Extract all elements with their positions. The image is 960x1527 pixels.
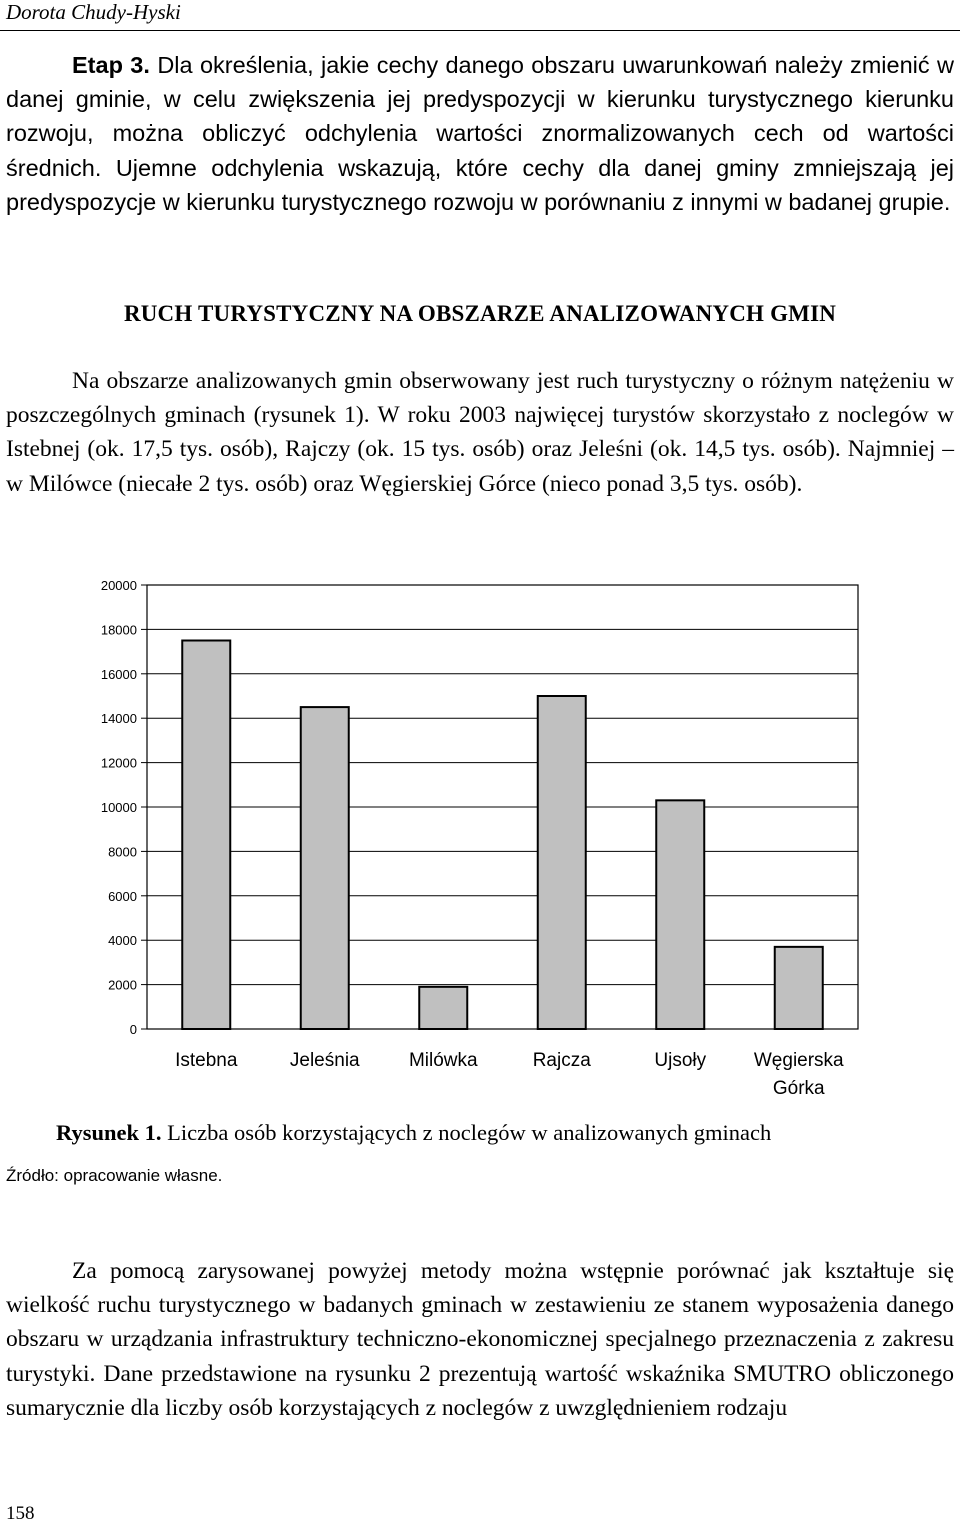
section-paragraph — [6, 364, 954, 501]
y-tick-labels — [101, 578, 137, 1037]
x-tick-label: Węgierska — [753, 1050, 844, 1071]
x-tick-label: Jeleśnia — [289, 1050, 360, 1071]
gridlines — [141, 585, 858, 1029]
bar-3 — [419, 987, 467, 1029]
intro-lead: Etap 3. — [72, 52, 150, 78]
x-tick-labels — [175, 1050, 844, 1099]
bar-6 — [775, 947, 823, 1029]
y-tick-label: 6000 — [108, 888, 137, 904]
y-tick-label: 20000 — [100, 578, 137, 593]
closing-paragraph — [6, 1254, 954, 1425]
figure-label: Rysunek 1. — [56, 1120, 162, 1145]
y-tick-label: 14000 — [100, 711, 137, 727]
bar-1 — [182, 641, 230, 1030]
running-header: Dorota Chudy-Hyski — [6, 0, 181, 24]
x-tick-label: Istebna — [175, 1050, 238, 1071]
header-rule — [0, 30, 960, 31]
bar-2 — [301, 707, 349, 1029]
y-tick-label: 16000 — [100, 666, 137, 682]
y-tick-label: 2000 — [108, 977, 137, 993]
x-tick-label: Milówka — [408, 1050, 478, 1071]
y-tick-label: 8000 — [108, 844, 137, 860]
figure-caption — [56, 1120, 771, 1146]
page-number: 158 — [6, 1503, 35, 1524]
y-tick-label: 12000 — [100, 755, 137, 771]
x-tick-label: Rajcza — [532, 1050, 591, 1071]
x-tick-label: Górka — [772, 1078, 825, 1099]
y-tick-label: 0 — [129, 1022, 137, 1037]
bar-4 — [538, 696, 586, 1029]
y-tick-label: 10000 — [100, 800, 137, 815]
bar-5 — [656, 800, 704, 1029]
intro-paragraph — [6, 48, 954, 219]
closing-paragraph-text: Za pomocą zarysowanej powyżej metody można wstępnie porównać jak kształtuje się wielkość ruchu turystycznego w badanych gminach w zestawieniu ze stanem wyposażenia danego obszaru w urządzania infrastruktury techniczno-ekonomicznej specjalnego przeznaczenia z zakresu turystyki. Dane przedstawione na rysunku 2 prezentują wartość wskaźnika SMUTRO obliczonego sumarycznie dla liczby osób korzystających z noclegów z uwzględnieniem rodzaju — [6, 1258, 954, 1421]
figure-source: Źródło: opracowanie własne. — [6, 1166, 223, 1185]
y-tick-label: 4000 — [108, 933, 137, 949]
bar-chart — [0, 570, 960, 1110]
section-heading: RUCH TURYSTYCZNY NA OBSZARZE ANALIZOWANYCH GMIN — [123, 301, 837, 326]
y-tick-label: 18000 — [100, 622, 137, 638]
bars — [182, 641, 823, 1030]
figure-caption-text: Liczba osób korzystających z noclegów w analizowanych gminach — [167, 1120, 772, 1145]
section-paragraph-text: Na obszarze analizowanych gmin obserwowany jest ruch turystyczny o różnym natężeniu w poszczególnych gminach (rysunek 1). W roku 2003 najwięcej turystów skorzystało z noclegów w Istebnej (ok. 17,5 tys. osób), Rajczy (ok. 15 tys. osób) oraz Jeleśni (ok. 14,5 tys. osób). Najmniej – w Milówce (niecałe 2 tys. osób) oraz Węgierskiej Górce (nieco ponad 3,5 tys. osób). — [6, 368, 954, 497]
intro-text: Dla określenia, jakie cechy danego obszaru uwarunkowań należy zmienić w danej gminie, w celu zwiększenia jej predyspozycji w kierunku turystycznego kierunku rozwoju, można obliczyć odchylenia wartości znormalizowanych cech od wartości średnich. Ujemne odchylenia wskazują, które cechy dla danej gminy zmniejszają jej predyspozycje w kierunku turystycznego rozwoju w porównaniu z innymi w badanej grupie. — [6, 52, 954, 215]
x-tick-label: Ujsoły — [654, 1050, 707, 1071]
